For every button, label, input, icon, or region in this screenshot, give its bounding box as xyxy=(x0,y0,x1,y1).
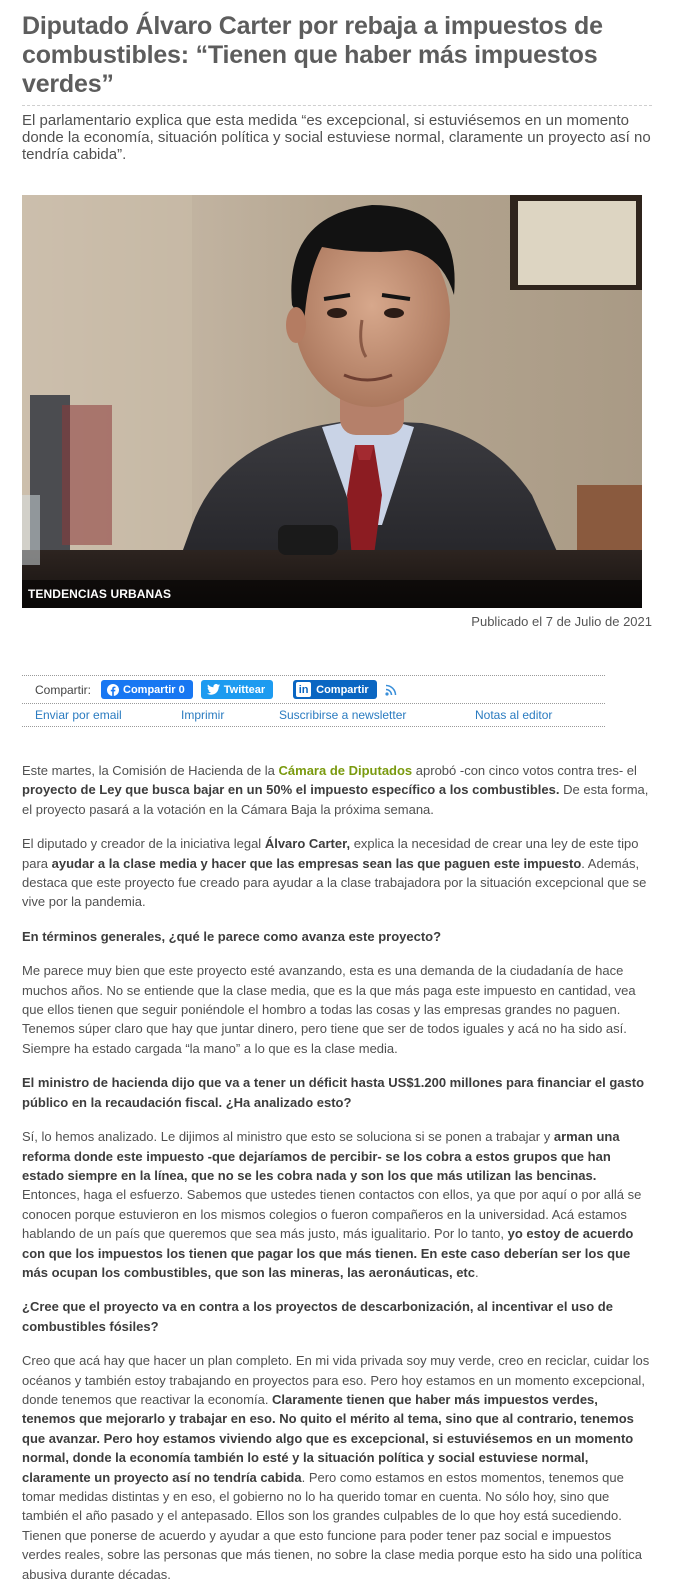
linkedin-share-label: Compartir xyxy=(316,683,369,696)
bold-text: Claramente tienen que haber más impuestos verdes, tenemos que mejorarlo y trabajar en eso. No quito el mérito al tema, sino que al contrario, tenemos que avanzar. Pero hoy estamos viviendo algo que es excepcional, si estuviésemos en un momento normal, donde la economía también lo esté y la situación política y social estuviese normal, claramente un proyecto así no tendría cabida xyxy=(22,1391,634,1485)
text: Entonces, haga el esfuerzo. Sabemos que ustedes tienen contactos con ellos, ya que por aquí o por allá se conocen porque estuvieron en los mismos colegios o fueron compañeros en la universidad. Acá estamos hablando de un país que queremos que sea más justo, más igualitario. Por lo tanto, xyxy=(22,1187,642,1242)
text: Sí, lo hemos analizado. Le dijimos al ministro que esto se soluciona si se ponen a trabajar y xyxy=(22,1129,554,1145)
question-text: ¿Cree que el proyecto va en contra a los proyectos de descarbonización, al incentivar el uso de combustibles fósiles? xyxy=(22,1299,613,1334)
share-bar xyxy=(22,675,605,727)
share-label: Compartir: xyxy=(35,682,92,697)
text: . xyxy=(475,1264,479,1280)
text: Este martes, la Comisión de Hacienda de la xyxy=(22,763,279,778)
question-2 xyxy=(22,1073,652,1112)
text: . Además, destaca que este proyecto fue creado para ayudar a la clase trabajadora por la situación excepcional que se vive por la pandemia. xyxy=(22,855,647,910)
publish-date: Publicado el 7 de Julio de 2021 xyxy=(471,614,652,629)
paragraph-context xyxy=(22,834,652,912)
text: El diputado y creador de la iniciativa legal xyxy=(22,836,265,852)
article-body xyxy=(22,761,652,1583)
share-buttons-row xyxy=(22,676,605,704)
linkedin-icon: in xyxy=(296,682,311,697)
text: explica la necesidad de crear una ley de este tipo para xyxy=(22,836,639,871)
paragraph-intro xyxy=(22,761,652,819)
text: aprobó -con cinco votos contra tres- el xyxy=(412,763,637,778)
camara-link[interactable]: Cámara de Diputados xyxy=(278,763,413,778)
text: . Pero como estamos en estos momentos, tenemos que tomar medidas distintas y en eso, el gobierno no lo ha querido tomar en cuenta. No sólo hoy, sino que también el año pasado y el antepasado. Ellos son los grandes culpables de lo que hoy está sucediendo. Tienen que ponerse de acuerdo y ayudar a que esto funcione para poder tener paz social e impuestos verdes reales, sobre las personas que más tienen, no sobre la clase media porque esto ha sido una política abusiva durante décadas. xyxy=(22,1469,643,1582)
bold-text: proyecto de Ley que busca bajar en un 50% el impuesto específico a los combustibles. xyxy=(22,782,560,798)
share-links-row xyxy=(22,704,605,726)
question-text: El ministro de hacienda dijo que va a tener un déficit hasta US$1.200 millones para financiar el gasto público en la recaudación fiscal. ¿Ha analizado esto? xyxy=(22,1075,645,1110)
rss-icon[interactable] xyxy=(385,684,397,696)
editor-notes-link[interactable]: Notas al editor xyxy=(475,708,553,722)
print-link[interactable]: Imprimir xyxy=(181,708,225,722)
article-title: Diputado Álvaro Carter por rebaja a impuestos de combustibles: “Tienen que haber más impuestos verdes” xyxy=(22,12,652,106)
text: Creo que acá hay que hacer un plan completo. En mi vida privada soy muy verde, creo en reciclar, cuidar los océanos y también estoy trabajando en proyectos para eso. Pero hoy estamos en un momento excepcional, donde tenemos que reactivar la economía. xyxy=(22,1353,650,1407)
email-link[interactable]: Enviar por email xyxy=(35,708,122,722)
twitter-share-button[interactable] xyxy=(201,680,273,699)
bold-text: yo estoy de acuerdo con que los impuestos los tienen que pagar los que más tienen. En este caso deberían ser los que más ocupan los combustibles, que son las mineras, las aeronáuticas, etc xyxy=(22,1226,634,1280)
answer-3 xyxy=(22,1351,652,1583)
question-3 xyxy=(22,1297,652,1336)
question-1 xyxy=(22,927,652,946)
answer-1: Me parece muy bien que este proyecto esté avanzando, esta es una demanda de la ciudadanía de hace muchos años. No se entiende que la clase media, que es la que más paga este impuesto en cantidad, vea que ellos tienen que seguir poniéndole el hombro a todas las cosas y las empresas grandes no paguen. Tenemos súper claro que hay que juntar dinero, pero tiene que ser de todos iguales y acá no ha sido así. Siempre ha estado cargada “la mano” a lo que es la clase media. xyxy=(22,963,636,1056)
facebook-icon xyxy=(107,684,119,696)
twitter-share-label: Twittear xyxy=(223,683,266,696)
bold-text: ayudar a la clase media y hacer que las empresas sean las que paguen este impuesto xyxy=(51,855,582,871)
facebook-share-label: Compartir 0 xyxy=(123,683,185,696)
newsletter-link[interactable]: Suscribirse a newsletter xyxy=(279,708,407,722)
twitter-icon xyxy=(207,684,220,695)
facebook-share-button[interactable] xyxy=(101,680,193,699)
answer-2 xyxy=(22,1127,652,1282)
bold-text: Álvaro Carter, xyxy=(264,836,351,852)
question-text: En términos generales, ¿qué le parece como avanza este proyecto? xyxy=(22,928,442,944)
article-photo[interactable] xyxy=(22,195,642,608)
article-lead: El parlamentario explica que esta medida “es excepcional, si estuviésemos en un momento donde la economía, situación política y social estuviese normal, claramente un proyecto así no tendría cabida”. xyxy=(22,112,651,163)
linkedin-share-button[interactable] xyxy=(293,680,377,699)
text: De esta forma, el proyecto pasará a la votación en la Cámara Baja la próxima semana. xyxy=(22,782,649,817)
photo-illustration xyxy=(22,195,642,608)
photo-caption: TENDENCIAS URBANAS xyxy=(22,580,642,608)
bold-text: arman una reforma donde este impuesto -que dejaríamos de percibir- se los cobra a estos grupos que han estado siempre en la línea, que no se les cobra nada y son los que más utilizan las bencinas. xyxy=(22,1129,620,1183)
